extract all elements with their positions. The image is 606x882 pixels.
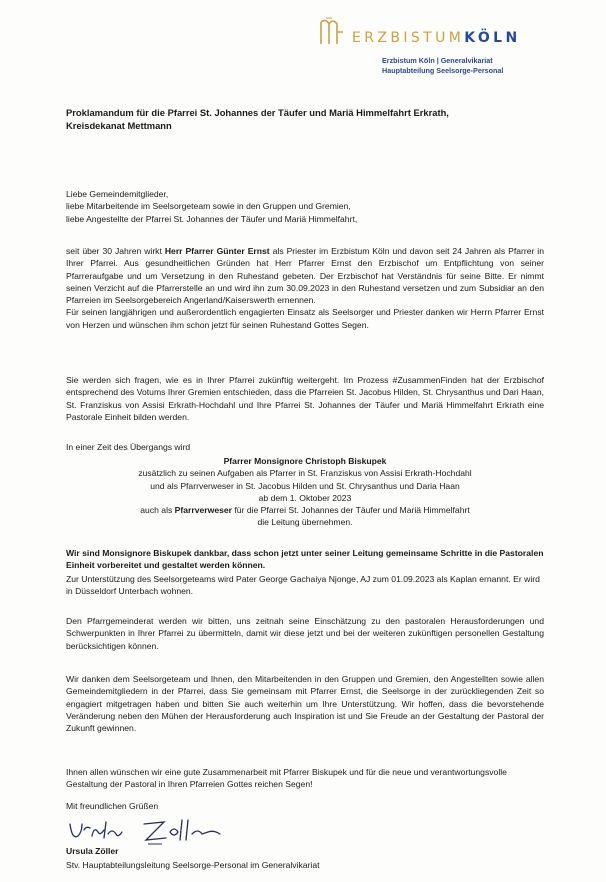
logo-wordmark-part2: KÖLN (464, 30, 521, 46)
appointment-line-5-post: für die Pfarrei St. Johannes der Täufer und Mariä Himmelfahrt (232, 505, 470, 516)
appointment-line-5 (66, 504, 544, 516)
paragraph-pastoral-unit (66, 374, 544, 423)
salutation-line-3: liebe Angestellte der Pfarrei St. Johannes der Täufer und Mariä Himmelfahrt, (66, 213, 358, 224)
logo-wordmark-part1: ERZBISTUM (352, 30, 465, 46)
signer-title: Stv. Hauptabteilungsleitung Seelsorge-Personal im Generalvikariat (66, 860, 320, 870)
erzbistum-cross-mark-icon (318, 16, 344, 46)
para1-name: Herr Pfarrer Günter Ernst (164, 246, 270, 256)
support-text: Zur Unterstützung des Seelsorgeteams wird Pater George Gachaiya Njonge, AJ zum 01.09.2023 als Kaplan ernannt. Er wird in Düsseldorf Unterbach wohnen. (66, 574, 540, 597)
letter-subject (66, 106, 546, 132)
closing-text: Wir danken dem Seelsorgeteam und Ihnen, den Mitarbeitenden in den Gruppen und Gremien, den Angestellten sowie allen Gemeindemitgliedern in der Pfarrei, dass Sie gemeinsam mit Pfarrer Ernst, die Seelsorge in der zurückliegenden Zeit so engagiert mitgetragen haben und bitten Sie auch weiterhin um Ihre Unterstützung. Wir hoffen, dass die bevorstehende Veränderung neben den Mühen der Herausforderung auch Inspiration ist und Sie Freude an der Gestaltung der Pastoral der Zukunft gewinnen. (66, 674, 544, 734)
para1-intro: seit über 30 Jahren wirkt (66, 246, 165, 256)
paragraph-thanks (66, 547, 544, 572)
appointment-line-6: die Leitung übernehmen. (257, 517, 353, 528)
salutation-line-1: Liebe Gemeindemitglieder, (66, 189, 169, 199)
appointment-line-4: ab dem 1. Oktober 2023 (258, 492, 352, 503)
paragraph-closing (66, 673, 544, 734)
sender-line-1: Erzbistum Köln | Generalvikariat (382, 56, 493, 65)
council-text: Den Pfarrgemeinderat werden wir bitten, uns zeitnah seine Einschätzung zu den pastoralen Herausforderungen und Schwerpunkten in Ihrer Pfarrei zu übermitteln, damit wir diese jetzt und bei der weiteren zukünftigen personellen Gestaltung berücksichtigen können. (66, 616, 544, 651)
wish-text: Ihnen allen wünschen wir eine gute Zusammenarbeit mit Pfarrer Biskupek und für die neue und verantwortungsvolle Gestaltung der Pastoral in Ihren Pfarreien Gottes reichen Segen! (66, 767, 507, 790)
paragraph-council (66, 615, 544, 652)
transition-text: In einer Zeit des Übergangs wird (66, 442, 191, 452)
para1-thanks: Für seinen langjährigen und außerordentlich engagierten Einsatz als Seelsorger und Priester danken wir Herrn Pfarrer Ernst von Herzen und wünschen ihm schon jetzt für seinen Ruhestand Gottes Segen. (66, 307, 544, 330)
regards-text: Mit freundlichen Grüßen (66, 801, 159, 811)
salutation (66, 188, 544, 225)
signer-name: Ursula Zöller (66, 846, 119, 856)
sender-block (382, 56, 503, 75)
closing-regards (66, 800, 544, 812)
thanks-text: Wir sind Monsignore Biskupek dankbar, dass schon jetzt unter seiner Leitung gemeinsame Schritte in die Pastoralen Einheit vorbereitet und gestaltet werden können. (66, 548, 544, 571)
salutation-line-2: liebe Mitarbeitende im Seelsorgeteam sowie in den Gruppen und Gremien, (66, 201, 351, 212)
paragraph-support (66, 573, 544, 598)
para2-text: Sie werden sich fragen, wie es in Ihrer Pfarrei zukünftig weitergeht. Im Prozess #ZusammenFinden hat der Erzbischof entsprechend des Votums Ihrer Gremien entschieden, dass die Pfarreien St. Jacobus Hilden, St. Chrysanthus und Dari Haan, St. Franziskus von Assisi Erkrath-Hochdahl und Ihre Pfarrei St. Johannes der Täufer und Mariä Himmelfahrt Erkrath eine Pastorale Einheit bilden werden. (66, 375, 544, 422)
handwritten-signature (66, 814, 236, 848)
paragraph-retirement (66, 245, 544, 331)
appointment-line-2: zusätzlich zu seinen Aufgaben als Pfarrer in St. Franziskus von Assisi Erkrath-Hochdahl (138, 468, 472, 479)
appointment-line-3: und als Pfarrverweser in St. Jacobus Hilden und St. Chrysanthus und Daria Haan (150, 480, 460, 491)
para1-rest: als Priester im Erzbistum Köln und davon seit 24 Jahren als Pfarrer in Ihrer Pfarrei. Aus gesundheitlichen Gründen hat Herr Pfarrer Ernst den Erzbischof um Entpflichtung von seiner Pfarreraufgabe und um Versetzung in den Ruhestand gebeten. Der Erzbischof hat Verständnis für seine Bitte. Er nimmt seinen Verzicht auf die Pfarrerstelle an und wird ihn zum 30.09.2023 in den Ruhestand versetzen und zum Subsidiar an den Pfarreien im Seelsorgebereich Angerland/Kaiserswerth ernennen. (66, 246, 544, 306)
sender-line-2: Hauptabteilung Seelsorge-Personal (382, 65, 504, 75)
appointee-name: Pfarrer Monsignore Christoph Biskupek (223, 456, 387, 466)
appointment-line-5-pre: auch als (140, 505, 175, 516)
appointment-line-5-bold: Pfarrverweser (174, 505, 233, 516)
subject-line-2: Kreisdekanat Mettmann (66, 120, 172, 131)
logo-wordmark (352, 30, 521, 46)
appointment-block (66, 455, 544, 529)
paragraph-wish (66, 766, 544, 791)
subject-line-1: Proklamandum für die Pfarrei St. Johannes der Täufer und Mariä Himmelfahrt Erkrath, (66, 107, 449, 118)
paragraph-transition (66, 441, 544, 453)
letterhead-logo (318, 10, 521, 46)
